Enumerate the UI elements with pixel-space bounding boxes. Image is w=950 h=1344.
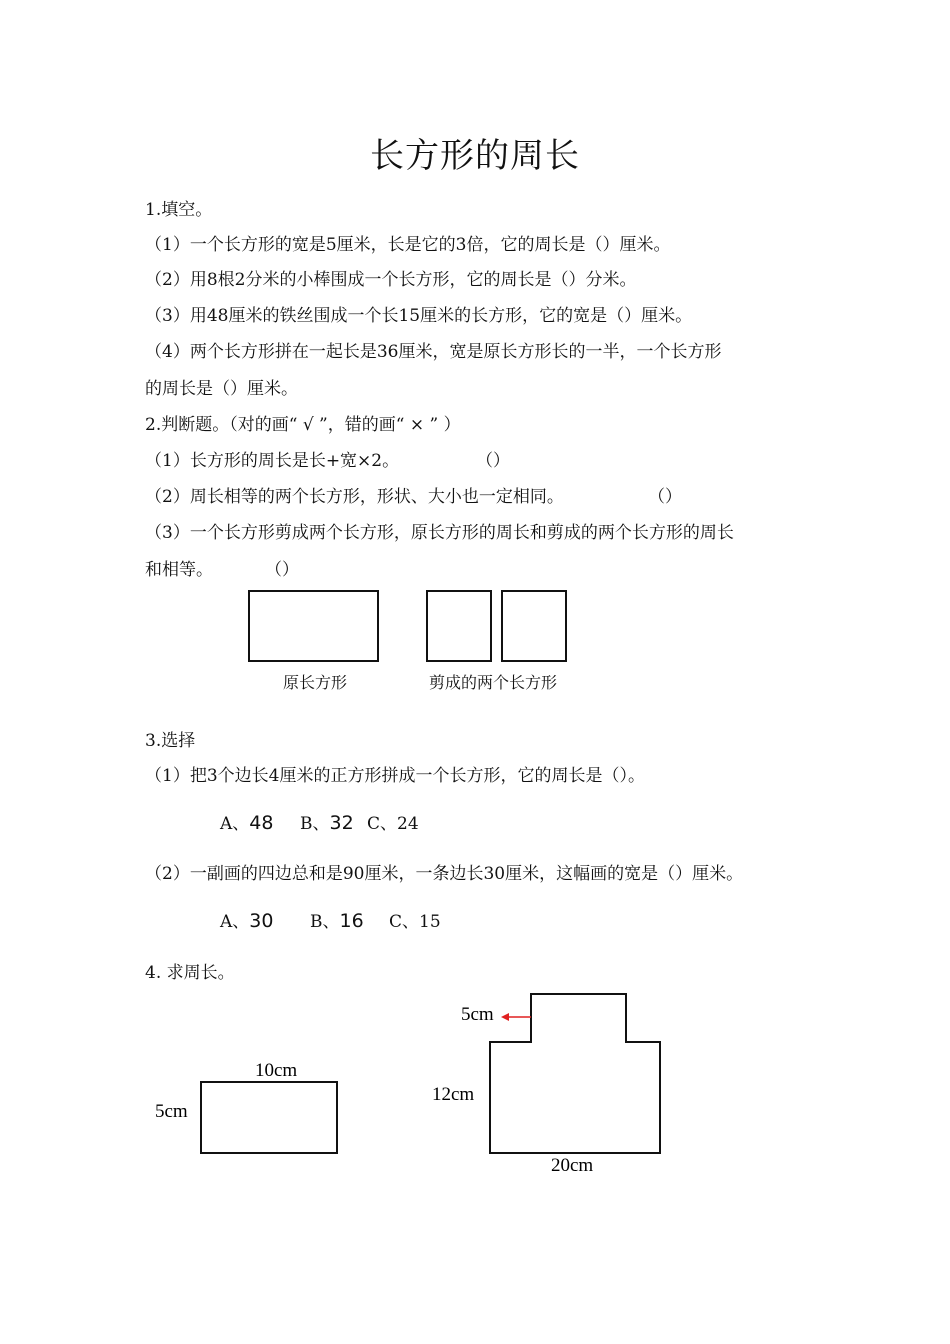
section1-question-2: （2）用8根2分米的小棒围成一个长方形，它的周长是（）分米。: [145, 270, 637, 290]
option-a-prefix: A、: [220, 912, 250, 932]
section2-question-2: （2）周长相等的两个长方形，形状、大小也一定相同。: [145, 487, 564, 507]
section2-question-3-line2: 和相等。: [145, 560, 213, 580]
option-a-value: 48: [249, 812, 274, 834]
section3-question-2-option-c: C、15: [389, 912, 441, 932]
step-arrow-head-icon: [501, 1013, 509, 1021]
page-title: 长方形的周长: [370, 136, 580, 176]
section2-heading: 2.判断题。（对的画“ √ ”，错的画“ × ” ）: [145, 415, 461, 435]
rectangle-figure: [201, 1082, 337, 1153]
section2-question-3-answer-blank: （）: [265, 560, 299, 580]
section1-question-1: （1）一个长方形的宽是5厘米，长是它的3倍，它的周长是（）厘米。: [145, 235, 671, 255]
section2-question-1: （1）长方形的周长是长+宽×2。: [145, 451, 400, 471]
section2-question-3-line1: （3）一个长方形剪成两个长方形，原长方形的周长和剪成的两个长方形的周长: [145, 523, 734, 543]
section2-question-2-answer-blank: （）: [648, 487, 682, 507]
option-b-value: 16: [339, 910, 364, 932]
original-rectangle-caption: 原长方形: [283, 673, 348, 692]
rectangle-top-label: 10cm: [255, 1060, 298, 1081]
section4-heading: 4. 求周长。: [145, 963, 235, 983]
section1-question-3: （3）用48厘米的铁丝围成一个长15厘米的长方形，它的宽是（）厘米。: [145, 306, 693, 326]
section3-question-1-option-c: C、24: [367, 814, 419, 834]
composite-shape-figure: [490, 994, 660, 1153]
composite-step-label: 5cm: [461, 1004, 494, 1025]
rectangle-left-label: 5cm: [155, 1101, 188, 1122]
section2-question-1-answer-blank: （）: [476, 451, 510, 471]
section1-question-4-line2: 的周长是（）厘米。: [145, 379, 298, 399]
section3-heading: 3.选择: [145, 731, 196, 751]
cut-rectangles-caption: 剪成的两个长方形: [429, 673, 558, 692]
section3-question-2: （2）一副画的四边总和是90厘米，一条边长30厘米，这幅画的宽是（）厘米。: [145, 864, 744, 884]
composite-bottom-label: 20cm: [551, 1155, 594, 1176]
option-a-value: 30: [249, 910, 274, 932]
option-a-prefix: A、: [220, 814, 250, 834]
section1-question-4-line1: （4）两个长方形拼在一起长是36厘米，宽是原长方形长的一半，一个长方形: [145, 342, 722, 362]
option-b-prefix: B、: [300, 814, 330, 834]
section1-heading: 1.填空。: [145, 200, 213, 220]
composite-left-label: 12cm: [432, 1084, 475, 1105]
option-b-prefix: B、: [310, 912, 340, 932]
option-b-value: 32: [329, 812, 354, 834]
section3-question-1: （1）把3个边长4厘米的正方形拼成一个长方形，它的周长是（）。: [145, 766, 645, 786]
